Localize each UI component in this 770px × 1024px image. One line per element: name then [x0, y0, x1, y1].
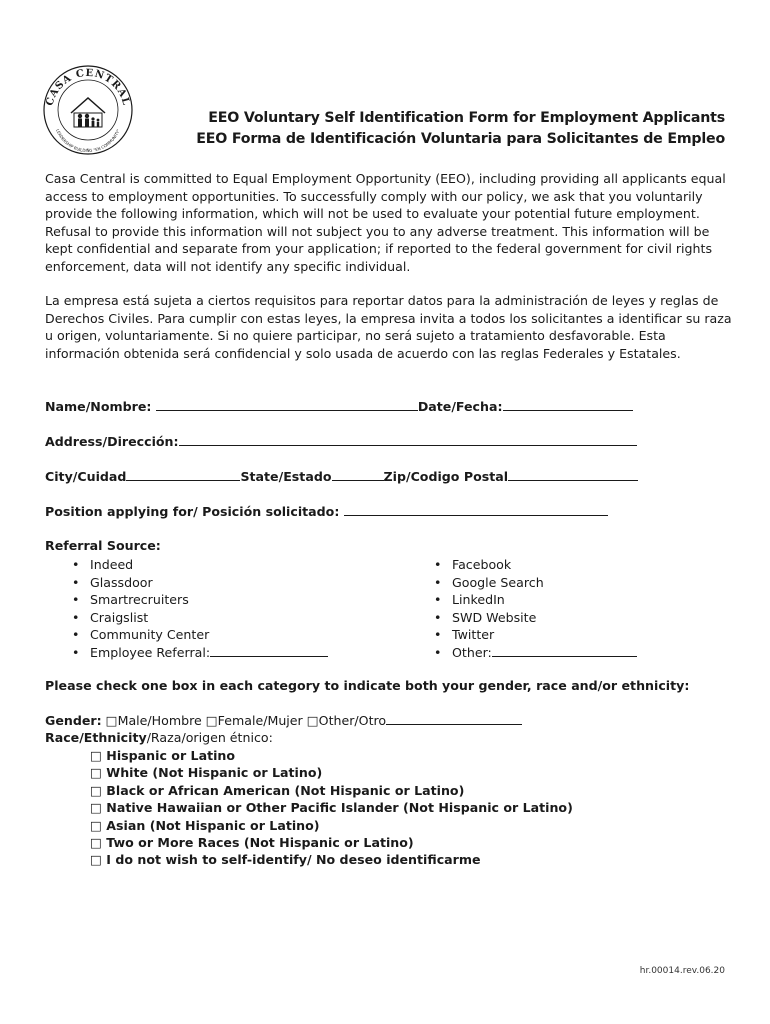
race-option[interactable]: □ I do not wish to self-identify/ No deseo identificarme: [90, 852, 481, 868]
checkbox-icon[interactable]: □: [105, 713, 118, 728]
form-revision-code: hr.00014.rev.06.20: [639, 966, 725, 976]
city-state-zip-row: [45, 468, 638, 484]
checkbox-icon[interactable]: □: [90, 817, 107, 833]
gender-row: [45, 712, 522, 728]
zip-label: Zip/Codigo Postal: [383, 469, 509, 484]
address-row: [45, 433, 637, 449]
referral-list-left: [68, 556, 328, 661]
gender-option-male: Male/Hombre: [117, 713, 202, 728]
referral-item[interactable]: • Community Center: [68, 626, 328, 644]
referral-item[interactable]: • Smartrecruiters: [68, 591, 328, 609]
race-row: [45, 730, 273, 745]
race-label: Race/Ethnicity: [45, 730, 147, 745]
race-options: [90, 747, 573, 869]
referral-item[interactable]: • Twitter: [430, 626, 637, 644]
svg-text:LEADERSHIP BUILDING "EN COMMUN: [55, 128, 121, 153]
gender-label: Gender:: [45, 713, 102, 728]
referral-item[interactable]: • Indeed: [68, 556, 328, 574]
position-row: [45, 503, 608, 519]
checkbox-icon[interactable]: □: [90, 782, 107, 798]
position-field[interactable]: [344, 503, 608, 516]
logo-text-top: CASA CENTRAL: [44, 67, 132, 108]
zip-field[interactable]: [508, 468, 638, 481]
state-field[interactable]: [332, 468, 384, 481]
other-referral-field[interactable]: [492, 644, 637, 657]
check-instruction: Please check one box in each category to indicate both your gender, race and/or ethnicity:: [45, 678, 690, 693]
referral-item[interactable]: • SWD Website: [430, 609, 637, 627]
race-option[interactable]: □ Black or African American (Not Hispanic or Latino): [90, 782, 465, 798]
referral-list-right: [430, 556, 637, 661]
gender-option-female: Female/Mujer: [217, 713, 303, 728]
name-field[interactable]: [156, 398, 418, 411]
referral-item[interactable]: • Craigslist: [68, 609, 328, 627]
referral-item-employee[interactable]: [68, 644, 328, 662]
form-title-spanish: EEO Forma de Identificación Voluntaria para Solicitantes de Empleo: [196, 131, 725, 147]
checkbox-icon[interactable]: □: [306, 713, 319, 728]
state-label: State/Estado: [240, 469, 332, 484]
date-field[interactable]: [503, 398, 633, 411]
checkbox-icon[interactable]: □: [90, 800, 107, 816]
intro-paragraph-spanish: La empresa está sujeta a ciertos requisitos para reportar datos para la administración de leyes y reglas de Derechos Civiles. Para cumplir con estas leyes, la empresa invita a todos los solicitantes a identificar su raza u origen, voluntariamente. Si no quiere participar, no será sujeto a tratamiento desfavorable. Esta información obtenida será confidencial y solo usada de acuerdo con las reglas Federales y Estatales.: [45, 293, 732, 361]
address-field[interactable]: [179, 433, 637, 446]
checkbox-icon[interactable]: □: [90, 835, 107, 851]
checkbox-icon[interactable]: □: [205, 713, 218, 728]
referral-item[interactable]: • Google Search: [430, 574, 637, 592]
employee-referral-label: Employee Referral:: [90, 644, 211, 660]
referral-source-title: Referral Source:: [45, 538, 161, 553]
form-title-block: [150, 108, 725, 150]
race-option[interactable]: □ White (Not Hispanic or Latino): [90, 765, 323, 781]
checkbox-icon[interactable]: □: [90, 765, 107, 781]
position-label: Position applying for/ Posición solicitado:: [45, 504, 344, 519]
referral-item[interactable]: • LinkedIn: [430, 591, 637, 609]
race-label-spanish: /Raza/origen étnico:: [146, 730, 273, 745]
date-label: Date/Fecha:: [417, 399, 503, 414]
logo-text-bottom: LEADERSHIP BUILDING "EN COMMUNITY": [55, 128, 121, 154]
name-label: Name/Nombre:: [45, 399, 156, 414]
referral-item[interactable]: • Facebook: [430, 556, 637, 574]
gender-other-field[interactable]: [386, 712, 522, 725]
checkbox-icon[interactable]: □: [90, 852, 107, 868]
race-option[interactable]: □ Hispanic or Latino: [90, 748, 236, 763]
referral-item-other[interactable]: [430, 644, 637, 662]
intro-paragraph-english: Casa Central is committed to Equal Employment Opportunity (EEO), including providing all applicants equal access to employment opportunities. To successfully comply with our policy, we ask that you voluntarily provide the following information, which will not be used to evaluate your potential future employment. Refusal to provide this information will not subject you to any adverse treatment. This information will be kept confidential and separate from your application; if reported to the federal government for civil rights enforcement, data will not identify any specific individual.: [45, 171, 726, 274]
race-option[interactable]: □ Native Hawaiian or Other Pacific Islander (Not Hispanic or Latino): [90, 800, 573, 816]
other-referral-label: Other:: [452, 644, 492, 660]
employee-referral-field[interactable]: [210, 644, 328, 657]
city-label: City/Cuidad: [45, 469, 127, 484]
city-field[interactable]: [126, 468, 240, 481]
form-title-english: EEO Voluntary Self Identification Form for Employment Applicants: [208, 110, 725, 126]
checkbox-icon[interactable]: □: [90, 748, 107, 763]
gender-option-other: Other/Otro: [318, 713, 387, 728]
address-label: Address/Dirección:: [45, 434, 179, 449]
race-option[interactable]: □ Asian (Not Hispanic or Latino): [90, 817, 320, 833]
svg-text:CASA CENTRAL: [44, 68, 131, 107]
name-date-row: [45, 398, 633, 414]
casa-central-logo: [38, 58, 138, 158]
race-option[interactable]: □ Two or More Races (Not Hispanic or Latino): [90, 835, 414, 851]
referral-item[interactable]: • Glassdoor: [68, 574, 328, 592]
